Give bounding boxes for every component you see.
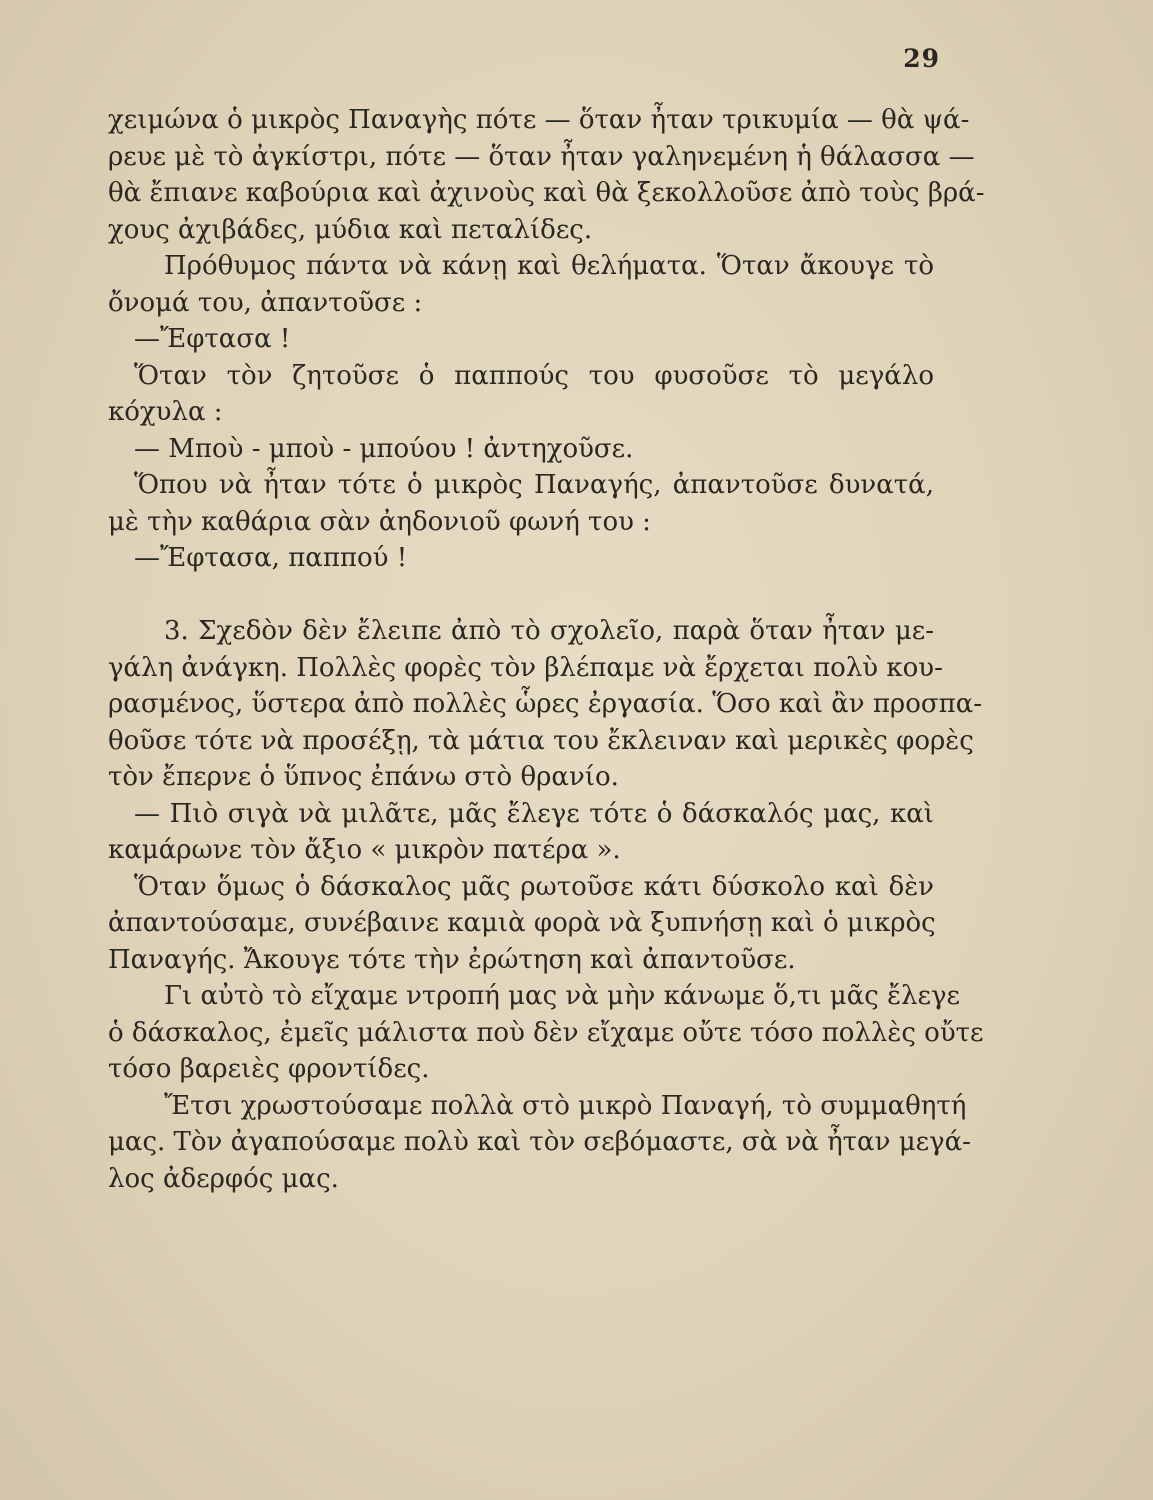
text-line: — Πιὸ σιγὰ νὰ μιλᾶτε, μᾶς ἔλεγε τότε ὁ δάσκαλός μας, καὶ — [134, 798, 934, 829]
text-line: Ὅταν τὸν ζητοῦσε ὁ παππούς του φυσοῦσε τὸ μεγάλο — [134, 360, 934, 391]
text-line: ρευε μὲ τὸ ἀγκίστρι, πότε — ὅταν ἦταν γαληνεμένη ἡ θάλασσα — — [108, 141, 975, 172]
text-line: χειμώνα ὁ μικρὸς Παναγὴς πότε — ὅταν ἦταν τρικυμία — θὰ ψά- — [108, 105, 970, 135]
text-line: 3. Σχεδὸν δὲν ἔλειπε ἀπὸ τὸ σχολεῖο, παρὰ ὅταν ἦταν με- — [164, 616, 934, 646]
dialogue-line: —Ἔφτασα, παππού ! — [134, 543, 408, 573]
text-line: Πρόθυμος πάντα νὰ κάνῃ καὶ θελήματα. Ὅταν ἄκουγε τὸ — [164, 251, 934, 281]
text-line: κόχυλα : — [108, 397, 223, 427]
text-line: τὸν ἔπερνε ὁ ὕπνος ἐπάνω στὸ θρανίο. — [108, 762, 619, 792]
section-gap — [108, 577, 934, 614]
text-line: ρασμένος, ὕστερα ἀπὸ πολλὲς ὧρες ἐργασία. Ὅσο καὶ ἂν προσπα- — [108, 689, 983, 719]
text-line: μὲ τὴν καθάρια σὰν ἀηδονιοῦ φωνή του : — [108, 506, 651, 537]
dialogue-line: —Ἔφτασα ! — [134, 324, 291, 354]
text-line: Ὅταν ὅμως ὁ δάσκαλος μᾶς ρωτοῦσε κάτι δύσκολο καὶ δὲν — [134, 871, 934, 902]
text-line: ὁ δάσκαλος, ἐμεῖς μάλιστα ποὺ δὲν εἴχαμε οὔτε τόσο πολλὲς οὔτε — [108, 1017, 984, 1048]
text-line: τόσο βαρειὲς φροντίδες. — [108, 1054, 430, 1084]
text-line: καμάρωνε τὸν ἄξιο « μικρὸν πατέρα ». — [108, 835, 621, 865]
text-line: ὄνομά του, ἀπαντοῦσε : — [108, 287, 423, 318]
dialogue-line: — Μποὺ - μποὺ - μπούου ! ἀντηχοῦσε. — [134, 433, 634, 464]
text-line: μας. Τὸν ἀγαπούσαμε πολὺ καὶ τὸν σεβόμαστε, σὰ νὰ ἦταν μεγά- — [108, 1127, 971, 1157]
text-line: ἀπαντούσαμε, συνέβαινε καμιὰ φορὰ νὰ ξυπνήσῃ καὶ ὁ μικρὸς — [108, 908, 936, 938]
page-number: 29 — [903, 44, 940, 73]
text-line: Ἔτσι χρωστούσαμε πολλὰ στὸ μικρὸ Παναγή, τὸ συμμαθητή — [164, 1090, 967, 1121]
text-line: Γι αὐτὸ τὸ εἴχαμε ντροπή μας νὰ μὴν κάνωμε ὅ,τι μᾶς ἔλεγε — [164, 981, 960, 1011]
text-line: γάλη ἀνάγκη. Πολλὲς φορὲς τὸν βλέπαμε νὰ ἔρχεται πολὺ κου- — [108, 652, 943, 683]
text-line: θοῦσε τότε νὰ προσέξῃ, τὰ μάτια του ἔκλειναν καὶ μερικὲς φορὲς — [108, 725, 974, 756]
body-text — [108, 102, 985, 1197]
text-line: χους ἀχιβάδες, μύδια καὶ πεταλίδες. — [108, 214, 593, 245]
text-line: Ὅπου νὰ ἦταν τότε ὁ μικρὸς Παναγής, ἀπαντοῦσε δυνατά, — [134, 470, 934, 500]
text-line: Παναγής. Ἄκουγε τότε τὴν ἐρώτηση καὶ ἀπαντοῦσε. — [108, 944, 796, 975]
text-line: θὰ ἔπιανε καβούρια καὶ ἀχινοὺς καὶ θὰ ξεκολλοῦσε ἀπὸ τοὺς βρά- — [108, 178, 985, 208]
text-line: λος ἀδερφός μας. — [108, 1163, 339, 1194]
